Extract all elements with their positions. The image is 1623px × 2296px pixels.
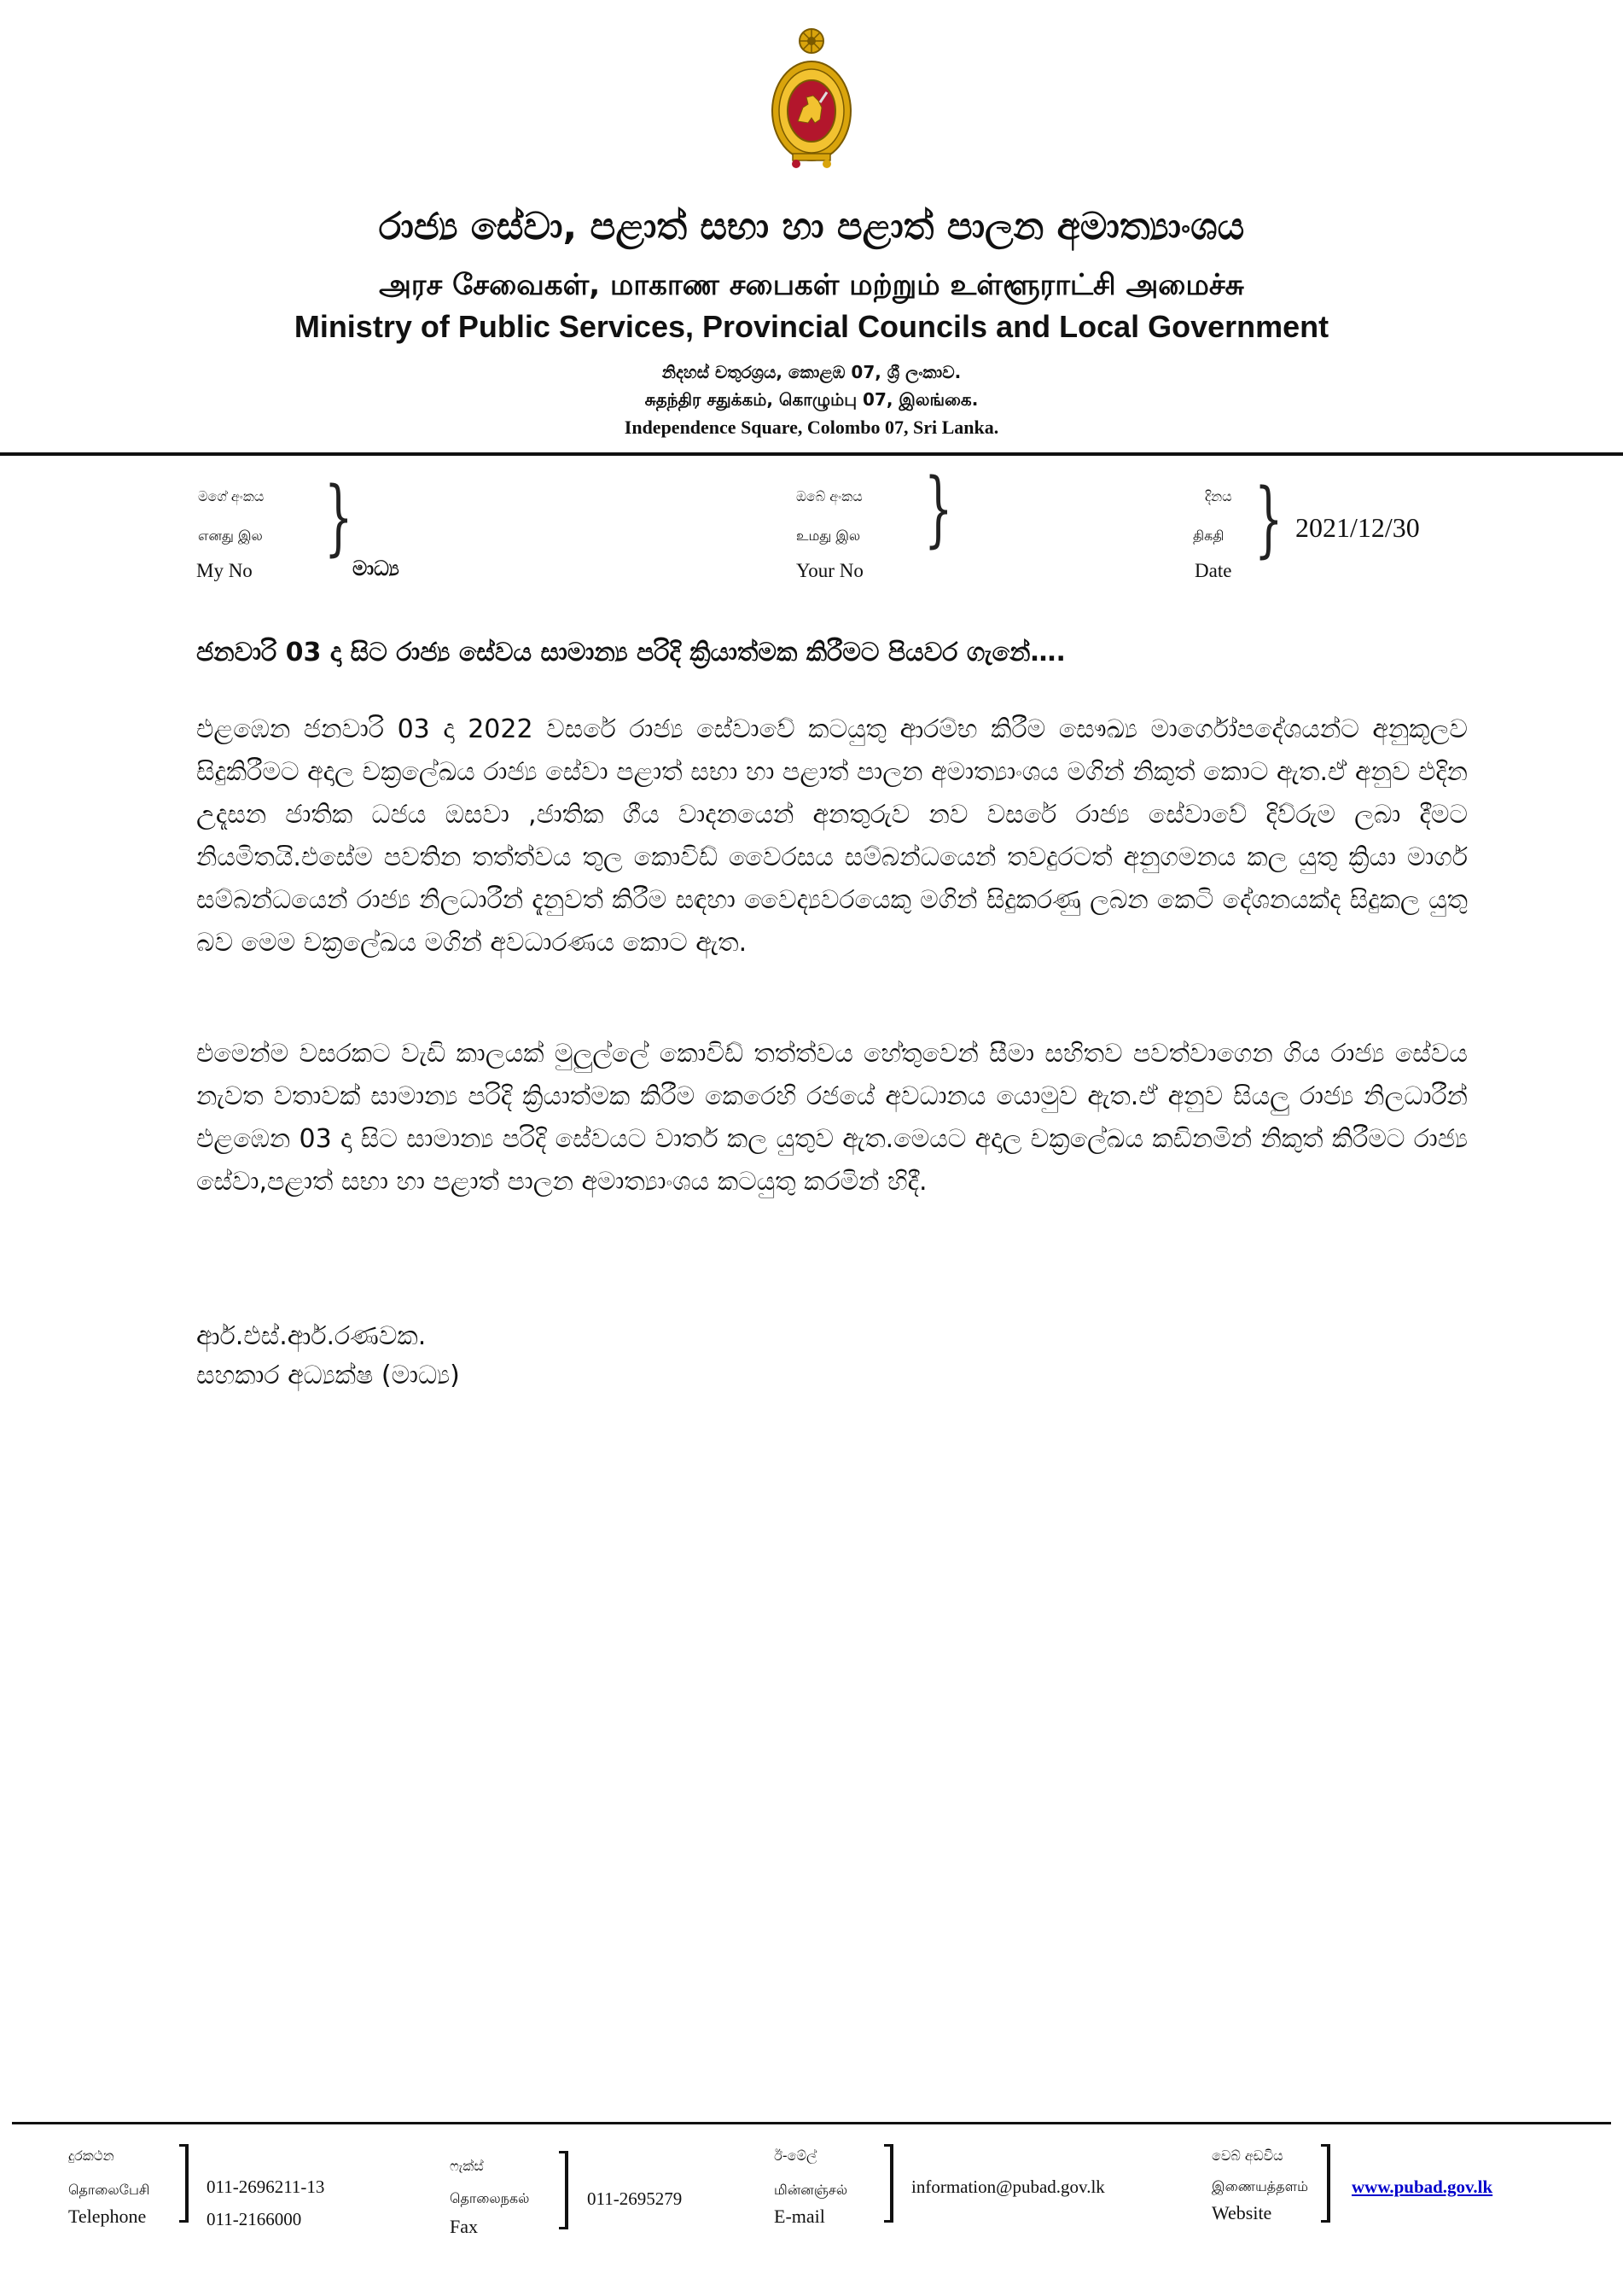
website-label-en: Website xyxy=(1212,2202,1272,2223)
website-label-si: වෙබ් අඩවිය xyxy=(1212,2147,1283,2164)
date-brace: } xyxy=(1254,471,1283,567)
ministry-title-tamil: அரச சேவைகள், மாகாண சபைகள் மற்றும் உள்ளூராட்சி அமைச்சு xyxy=(379,268,1244,302)
date-value: 2021/12/30 xyxy=(1295,512,1420,543)
email-value[interactable]: information@pubad.gov.lk xyxy=(911,2177,1105,2197)
telephone-label-en: Telephone xyxy=(68,2206,147,2227)
address-english: Independence Square, Colombo 07, Sri Lanka. xyxy=(624,417,999,438)
fax-bracket xyxy=(559,2151,568,2229)
website-link-wrap xyxy=(1352,2177,1492,2198)
my-no-label-ta: எனது இல xyxy=(198,527,263,544)
address-sinhala: නිදහස් චතුරශ්‍රය, කොළඹ 07, ශ්‍රී ලංකාව. xyxy=(661,362,962,382)
your-no-label-en: Your No xyxy=(796,560,864,581)
fax-label-si: ෆැක්ස් xyxy=(450,2158,484,2174)
telephone-label-si: දුරකථන xyxy=(68,2147,114,2164)
email-label-si: ඊ-මේල් xyxy=(774,2147,817,2164)
email-label-en: E-mail xyxy=(774,2206,825,2227)
telephone-value-2: 011-2166000 xyxy=(207,2209,302,2229)
ministry-title-sinhala: රාජ්‍ය සේවා, පළාත් සභා හා පළාත් පාලන අමාත්‍යාංශය xyxy=(378,205,1245,248)
footer-divider xyxy=(12,2122,1611,2124)
my-no-brace: } xyxy=(324,469,353,565)
national-emblem-icon xyxy=(769,26,854,171)
body-paragraph-2: එමෙන්ම වසරකට වැඩි කාලයක් මුලුල්ලේ කොවිඩ් තත්ත්වය හේතුවෙන් සීමා සහිතව පවත්වාගෙන ගිය රාජ්‍ය සේවය නැවත වතාවක් සාමාන්‍ය පරිදි ක්‍රියාත්මක කිරීම කෙරෙහි රජයේ අවධානය යොමුව ඇත.ඒ අනුව සියලු රාජ්‍ය නිලධාරීන් එළඹෙන 03 දා සිට සාමාන්‍ය පරිදි සේවයට වාර්ත කල යුතුව ඇත.මෙයට අදාල චක්‍රලේඛය කඩිනමින් නිකුත් කිරීමට රාජ්‍ය සේවා,පළාත් සභා හා පළාත් පාලන අමාත්‍යාංශය කටයුතු කරමින් හිදී. xyxy=(196,1039,1468,1197)
your-no-label-ta: உமது இல xyxy=(796,527,861,544)
telephone-value-1: 011-2696211-13 xyxy=(207,2177,325,2197)
my-no-value: මාධ්‍ය xyxy=(352,557,399,580)
ministry-title-english: Ministry of Public Services, Provincial Councils and Local Government xyxy=(294,309,1329,344)
signatory-name: ආර්.එස්.ආර්.රණවක. xyxy=(196,1321,427,1351)
your-no-brace: } xyxy=(924,461,953,557)
fax-value: 011-2695279 xyxy=(587,2188,683,2209)
header-divider xyxy=(0,452,1623,456)
email-bracket xyxy=(884,2144,893,2223)
body-paragraph-1: එළඹෙන ජනවාරි 03 දා 2022 වසරේ රාජ්‍ය සේවාවේ කටයුතු ආරම්භ කිරීම සෞඛ්‍ය මාර්ගෝපදේශයන්ට අනුකූලව සිදුකිරීමට අදාල චක්‍රලේඛය රාජ්‍ය සේවා පළාත් සභා හා පළාත් පාලන අමාත්‍යාංශය මගින් නිකුත් කොට ඇත.ඒ අනුව එදින උදෑසන ජාතික ධජය ඔසවා ,ජාතික ගීය වාදනයෙන් අනතුරුව නව වසරේ රාජ්‍ය සේවාවේ දිව්රුම ලබා දීමට නියමිතයි.එසේම පවතින තත්ත්වය තුල කොවිඩ් වෛරසය සම්බන්ධයෙන් තවදුරටත් අනුගමනය කල යුතු ක්‍රියා මාර්ග සම්බන්ධයෙන් රාජ්‍ය නිලධාරීන් දැනුවත් කිරීම සඳහා වෛද්‍යවරයෙකු මගින් සිදුකරණු ලබන කෙටි දේශනයක්ද සිදුකල යුතු බව මෙම චක්‍රලේඛය මගින් අවධාරණය කොට ඇත. xyxy=(196,714,1468,958)
website-label-ta: இணையத்தளம் xyxy=(1212,2178,1308,2194)
telephone-bracket xyxy=(179,2144,189,2223)
website-link[interactable]: www.pubad.gov.lk xyxy=(1352,2177,1493,2197)
date-label-ta: திகதி xyxy=(1193,527,1225,544)
my-no-label-en: My No xyxy=(196,560,253,581)
my-no-label-si: මගේ අංකය xyxy=(198,488,265,504)
date-label-en: Date xyxy=(1195,560,1232,581)
letter-subject: ජනවාරි 03 දා සිට රාජ්‍ය සේවය සාමාන්‍ය පරිදි ක්‍රියාත්මක කිරීමට පියවර ගැනේ…. xyxy=(196,638,1066,667)
website-bracket xyxy=(1321,2144,1330,2223)
fax-label-en: Fax xyxy=(450,2216,478,2237)
telephone-label-ta: தொலைபேசி xyxy=(68,2182,150,2198)
address-tamil: சுதந்திர சதுக்கம், கொழும்பு 07, இலங்கை. xyxy=(644,389,979,410)
email-label-ta: மின்னஞ்சல் xyxy=(774,2182,848,2198)
date-label-si: දිනය xyxy=(1205,488,1232,504)
signatory-title: සහකාර අධ්‍යක්ෂ (මාධ්‍ය) xyxy=(196,1361,460,1390)
your-no-label-si: ඔබේ අංකය xyxy=(796,488,863,504)
fax-label-ta: தொலைநகல் xyxy=(450,2190,530,2206)
